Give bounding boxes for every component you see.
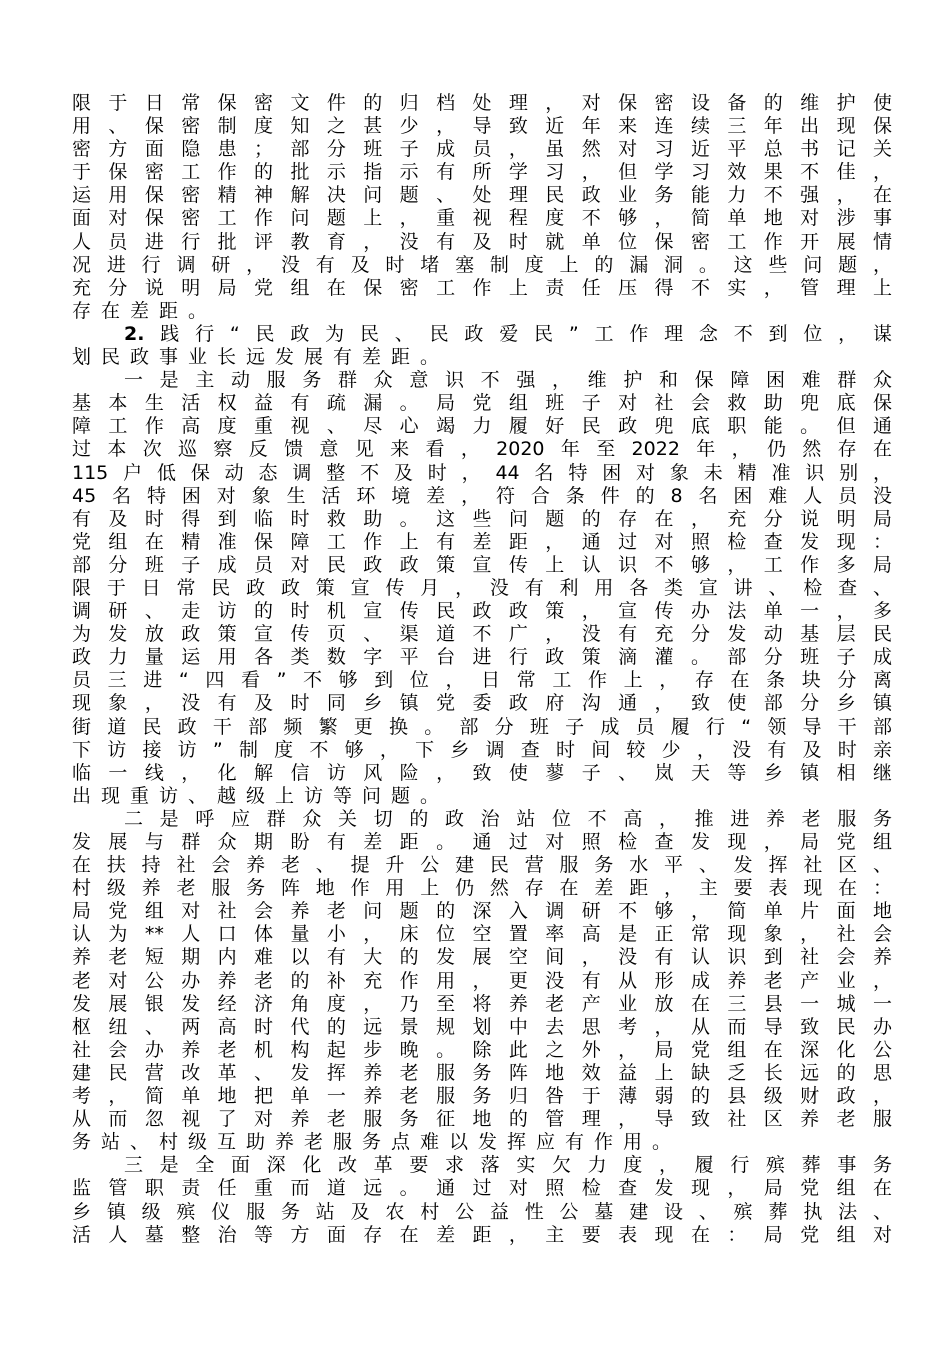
- line-text: 部分班子成员对民政政策宣传上认识不够，工作多局: [72, 553, 892, 576]
- line-text: 现象，没有及时同乡镇党委政府沟通，致使部分乡镇: [72, 692, 892, 715]
- text-line: [72, 877, 892, 900]
- text-line: [72, 531, 892, 554]
- text-line: [72, 138, 892, 161]
- line-text: 践行“民政为民、民政爱民”工作理念不到位，谋: [144, 322, 892, 345]
- line-text: 发展银发经济角度，乃至将养老产业放在三县一城一: [72, 992, 892, 1015]
- text-line: [72, 577, 892, 600]
- text-line: [72, 92, 892, 115]
- line-text: 基本生活权益有疏漏。局党组班子对社会救助兜底保: [72, 392, 892, 415]
- text-line: [72, 831, 892, 854]
- text-line: [72, 115, 892, 138]
- line-text: 限于日常保密文件的归档处理，对保密设备的维护使: [72, 92, 892, 114]
- text-line: [72, 161, 892, 184]
- text-line: [72, 462, 892, 485]
- line-text: 从而忽视了对养老服务征地的管理，导致社区养老服: [72, 1108, 892, 1131]
- text-line: [72, 854, 892, 877]
- line-text: 临一线，化解信访风险，致使蓼子、岚天等乡镇相继: [72, 761, 892, 784]
- text-line: [72, 970, 892, 993]
- line-text: 务站、村级互助养老服务点难以发挥应有作用。: [72, 1131, 682, 1154]
- line-text: 运用保密精神解决问题、处理民政业务能力不强，在: [72, 184, 892, 207]
- text-line: [72, 716, 892, 739]
- line-text: 老对公办养老的补充作用，更没有从形成养老产业，: [72, 969, 892, 992]
- text-line: [72, 254, 892, 277]
- text-line: [72, 808, 892, 831]
- line-text: 政力量运用各类数字平台进行政策滴灌。部分班子成: [72, 646, 892, 669]
- line-text: 面对保密工作问题上，重视程度不够，简单地对涉事: [72, 207, 892, 230]
- line-text: 监管职责任重而道远。通过对照检查发现，局党组在: [72, 1177, 892, 1200]
- line-text: 调研、走访的时机宣传民政政策，宣传办法单一，多: [72, 600, 892, 623]
- line-text: 街道民政干部频繁更换。部分班子成员履行“领导干部: [72, 715, 892, 738]
- line-text: 存在差距。: [72, 299, 218, 322]
- line-text: 村级养老服务阵地作用上仍然存在差距，主要表现在：: [72, 877, 892, 900]
- text-line: [72, 369, 892, 392]
- text-line: [72, 415, 892, 438]
- line-text: 考，简单地把单一养老服务归咎于薄弱的县级财政，: [72, 1085, 892, 1108]
- text-line: [72, 785, 892, 808]
- text-line: [72, 669, 892, 692]
- text-line: [72, 485, 892, 508]
- line-text: 活人墓整治等方面存在差距，主要表现在：局党组对: [72, 1223, 892, 1246]
- line-text: 用、保密制度知之甚少，导致近年来连续三年出现保: [72, 115, 892, 138]
- text-line: [72, 1016, 892, 1039]
- line-text: 限于日常民政政策宣传月，没有利用各类宣讲、检查、: [72, 576, 892, 599]
- text-line: [72, 323, 892, 346]
- text-line: [72, 762, 892, 785]
- line-text: 在扶持社会养老、提升公建民营服务水平、发挥社区、: [72, 854, 892, 877]
- section-number: 2.: [124, 322, 145, 345]
- text-line: [72, 346, 892, 369]
- text-line: [72, 923, 892, 946]
- line-text: 密方面隐患；部分班子成员，虽然对习近平总书记关: [72, 138, 892, 161]
- text-line: [72, 277, 892, 300]
- line-text: 人员进行批评教育，没有及时就单位保密工作开展情: [72, 230, 892, 253]
- line-text: 三是全面深化改革要求落实欠力度，履行殡葬事务: [124, 1154, 892, 1177]
- text-line: [72, 1201, 892, 1224]
- text-line: [72, 184, 892, 207]
- line-text: 二是呼应群众关切的政治站位不高，推进养老服务: [124, 807, 892, 830]
- text-line: [72, 508, 892, 531]
- text-line: [72, 1062, 892, 1085]
- line-text: 认为**人口体量小，床位空置率高是正常现象，社会: [72, 923, 892, 946]
- text-line: [72, 900, 892, 923]
- line-text: 乡镇级殡仪服务站及农村公益性公墓建设、殡葬执法、: [72, 1200, 892, 1223]
- text-line: [72, 554, 892, 577]
- line-text: 45名特困对象生活环境差，符合条件的8名困难人员没: [72, 484, 892, 507]
- line-text: 枢纽、两高时代的远景规划中去思考，从而导致民办: [72, 1015, 892, 1038]
- text-line: [72, 646, 892, 669]
- line-text: 员三进“四看”不够到位，日常工作上，存在条块分离: [72, 669, 892, 692]
- text-line: [72, 1085, 892, 1108]
- text-line: [72, 207, 892, 230]
- text-line: [72, 946, 892, 969]
- text-line: [72, 231, 892, 254]
- line-text: 过本次巡察反馈意见来看，2020年至2022年，仍然存在: [72, 438, 892, 461]
- line-text: 局党组对社会养老问题的深入调研不够，简单片面地: [72, 900, 892, 923]
- line-text: 出现重访、越级上访等问题。: [72, 784, 450, 807]
- line-text: 社会办养老机构起步晚。除此之外，局党组在深化公: [72, 1038, 892, 1061]
- line-text: 发展与群众期盼有差距。通过对照检查发现，局党组: [72, 831, 892, 853]
- text-line: [72, 1154, 892, 1177]
- text-line: [72, 993, 892, 1016]
- line-text: 障工作高度重视、尽心竭力履好民政兜底职能。但通: [72, 415, 892, 438]
- document-body: [72, 92, 892, 1247]
- line-text: 于保密工作的批示指示有所学习，但学习效果不佳，: [72, 161, 892, 184]
- text-line: [72, 1039, 892, 1062]
- text-line: [72, 623, 892, 646]
- line-text: 115户低保动态调整不及时，44名特困对象未精准识别，: [72, 461, 892, 484]
- line-text: 下访接访”制度不够，下乡调查时间较少，没有及时亲: [72, 738, 892, 761]
- text-line: [72, 1224, 892, 1247]
- line-text: 有及时得到临时救助。这些问题的存在，充分说明局: [72, 507, 892, 530]
- line-text: 养老短期内难以有大的发展空间，没有认识到社会养: [72, 946, 892, 969]
- line-text: 充分说明局党组在保密工作上责任压得不实，管理上: [72, 276, 892, 299]
- line-text: 党组在精准保障工作上有差距，通过对照检查发现：: [72, 530, 892, 553]
- text-line: [72, 392, 892, 415]
- text-line: [72, 300, 892, 323]
- line-text: 划民政事业长远发展有差距。: [72, 346, 450, 369]
- text-line: [72, 692, 892, 715]
- text-line: [72, 600, 892, 623]
- text-line: [72, 438, 892, 461]
- text-line: [72, 739, 892, 762]
- line-text: 一是主动服务群众意识不强，维护和保障困难群众: [124, 369, 892, 392]
- text-line: [72, 1108, 892, 1131]
- text-line: [72, 1177, 892, 1200]
- line-text: 建民营改革、发挥养老服务阵地效益上缺乏长远的思: [72, 1061, 892, 1084]
- line-text: 为发放政策宣传页、渠道不广，没有充分发动基层民: [72, 623, 892, 646]
- line-text: 况进行调研，没有及时堵塞制度上的漏洞。这些问题，: [72, 253, 892, 276]
- text-line: [72, 1131, 892, 1154]
